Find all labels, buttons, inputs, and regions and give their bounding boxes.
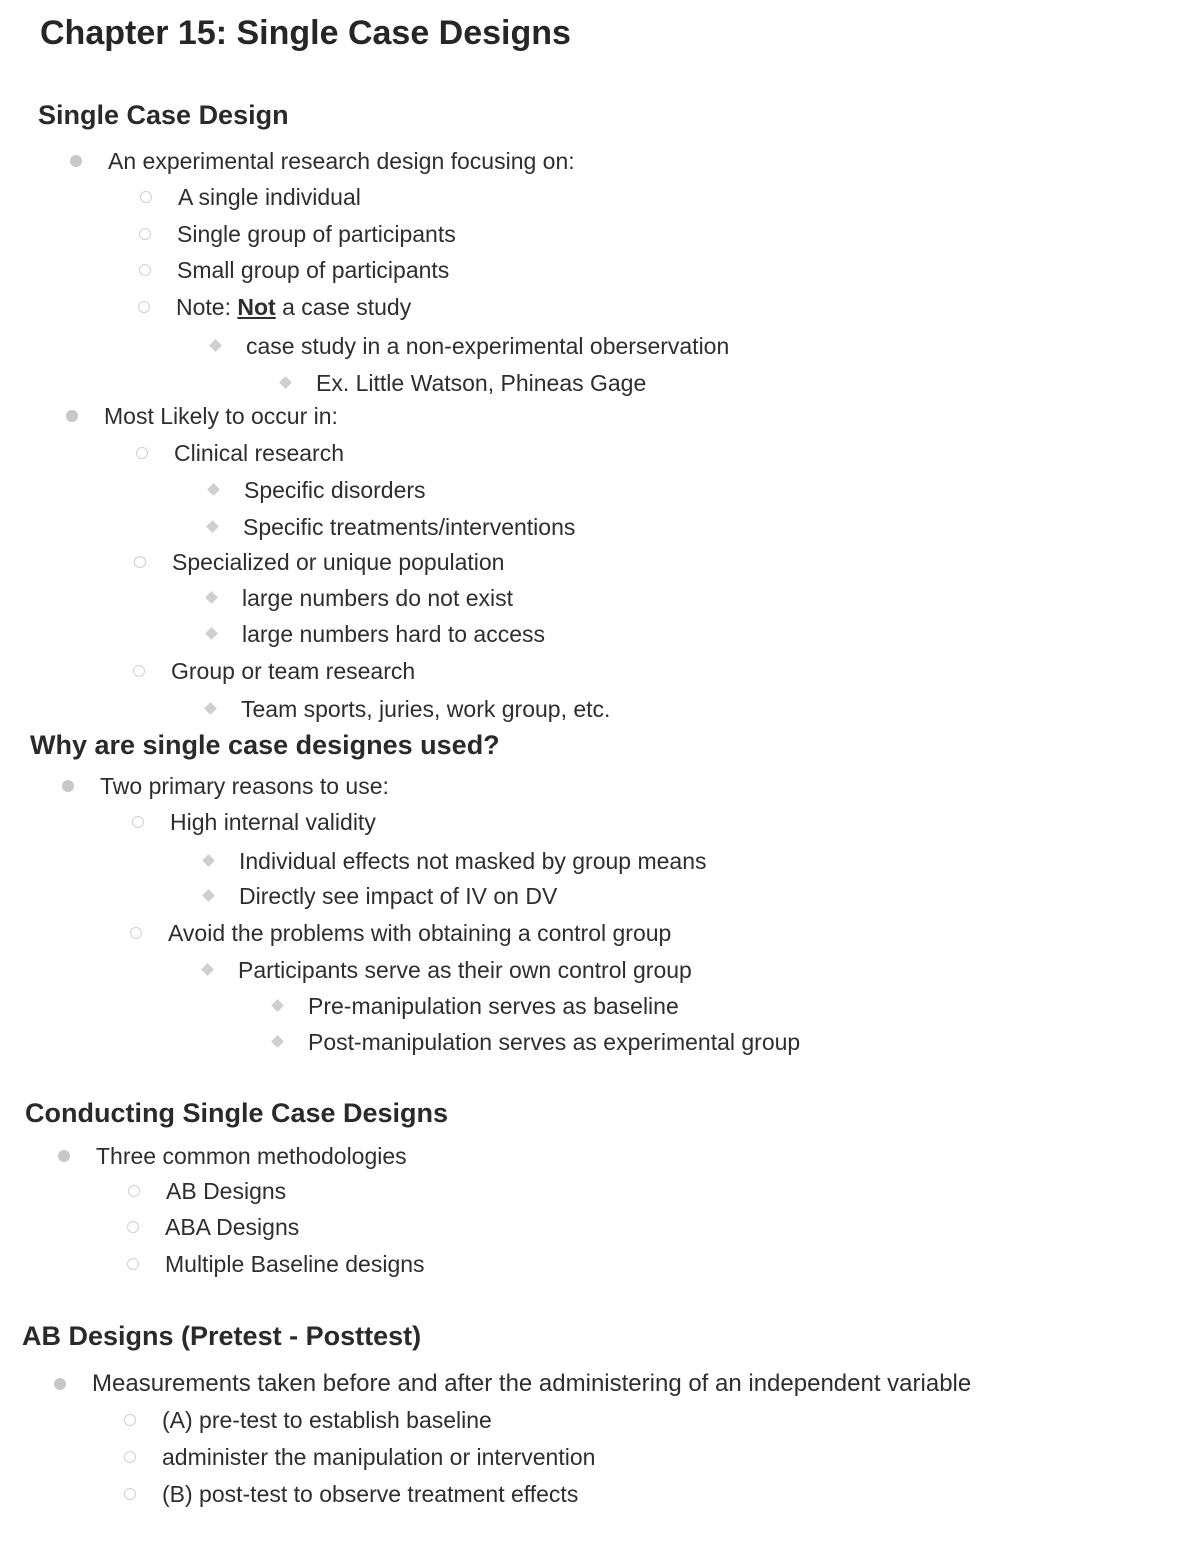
bullet-circle-icon <box>128 1185 140 1197</box>
bullet-circle-icon <box>124 1488 136 1500</box>
list-item <box>241 695 610 723</box>
list-item-text: (A) pre-test to establish baseline <box>162 1407 492 1433</box>
list-item-text: AB Designs <box>166 1178 287 1204</box>
bullet-circle-icon <box>124 1451 136 1463</box>
list-item <box>177 220 456 248</box>
bullet-circle-icon <box>136 447 148 459</box>
bullet-diamond-icon <box>205 591 218 604</box>
bullet-diamond-icon <box>271 999 284 1012</box>
bullet-disc-icon <box>70 155 82 167</box>
list-item-text: Multiple Baseline designs <box>165 1251 425 1277</box>
list-item-text: Three common methodologies <box>96 1143 407 1169</box>
list-item-text: ABA Designs <box>165 1214 300 1240</box>
heading-ab-designs: AB Designs (Pretest - Posttest) <box>22 1321 422 1351</box>
list-item-text: Group or team research <box>171 658 416 684</box>
bullet-diamond-icon <box>201 963 214 976</box>
bullet-disc-icon <box>66 410 78 422</box>
list-item <box>244 476 426 504</box>
list-item-text: Most Likely to occur in: <box>104 403 338 429</box>
list-item <box>174 439 344 467</box>
list-item-text: Measurements taken before and after the administering of an independent variable <box>92 1370 972 1397</box>
list-item <box>246 332 729 360</box>
bullet-circle-icon <box>124 1414 136 1426</box>
bullet-disc-icon <box>58 1150 70 1162</box>
list-item <box>165 1250 425 1278</box>
bullet-diamond-icon <box>204 702 217 715</box>
list-item-text: Team sports, juries, work group, etc. <box>241 696 611 722</box>
list-item-text: Small group of participants <box>177 257 450 283</box>
bullet-diamond-icon <box>207 483 220 496</box>
list-item <box>165 1213 299 1241</box>
bullet-circle-icon <box>139 228 151 240</box>
list-item-text: Avoid the problems with obtaining a control group <box>168 920 672 946</box>
bullet-circle-icon <box>138 301 150 313</box>
list-item-text: Specialized or unique population <box>172 549 505 575</box>
list-item-text: A single individual <box>178 184 361 210</box>
list-item-text: High internal validity <box>170 809 376 835</box>
list-item <box>242 620 545 648</box>
bullet-diamond-icon <box>202 889 215 902</box>
list-item <box>243 513 575 541</box>
list-item <box>308 992 679 1020</box>
list-item <box>308 1028 800 1056</box>
list-item <box>96 1142 407 1170</box>
list-item-text: Pre-manipulation serves as baseline <box>308 993 679 1019</box>
list-item-text: Specific treatments/interventions <box>243 514 576 540</box>
page-title: Chapter 15: Single Case Designs <box>40 14 571 52</box>
list-item <box>162 1443 595 1471</box>
bullet-diamond-icon <box>205 627 218 640</box>
list-item-text: Participants serve as their own control group <box>238 957 692 983</box>
list-item <box>108 147 575 175</box>
list-item-text: large numbers do not exist <box>242 585 514 611</box>
list-item-text: large numbers hard to access <box>242 621 545 647</box>
list-item <box>242 584 513 612</box>
bullet-circle-icon <box>133 665 145 677</box>
bullet-diamond-icon <box>279 376 292 389</box>
list-item <box>166 1177 286 1205</box>
list-item <box>238 956 692 984</box>
list-item-text: Single group of participants <box>177 221 456 247</box>
list-item-text: case study in a non-experimental oberservation <box>246 333 730 359</box>
bullet-disc-icon <box>62 780 74 792</box>
list-item <box>162 1480 578 1508</box>
list-item <box>104 402 338 430</box>
heading-why-used: Why are single case designes used? <box>30 730 500 760</box>
list-item <box>177 256 449 284</box>
list-item <box>162 1406 492 1434</box>
list-item <box>170 808 376 836</box>
bullet-circle-icon <box>132 816 144 828</box>
bullet-diamond-icon <box>209 339 222 352</box>
note-prefix: Note: <box>176 294 238 320</box>
list-item-text: Post-manipulation serves as experimental group <box>308 1029 801 1055</box>
bullet-diamond-icon <box>271 1035 284 1048</box>
list-item <box>178 183 361 211</box>
bullet-diamond-icon <box>206 520 219 533</box>
heading-single-case-design: Single Case Design <box>38 100 289 130</box>
list-item <box>239 847 707 875</box>
list-item <box>172 548 504 576</box>
list-item-text: administer the manipulation or intervention <box>162 1444 596 1470</box>
list-item-text: Clinical research <box>174 440 345 466</box>
bullet-circle-icon <box>130 927 142 939</box>
list-item <box>239 882 557 910</box>
note-suffix: a case study <box>275 294 412 320</box>
bullet-circle-icon <box>139 264 151 276</box>
list-item <box>171 657 415 685</box>
heading-conducting: Conducting Single Case Designs <box>25 1098 449 1128</box>
list-item-text: Specific disorders <box>244 477 426 503</box>
list-item-text: Two primary reasons to use: <box>100 773 389 799</box>
bullet-circle-icon <box>127 1258 139 1270</box>
list-item-text: An experimental research design focusing on: <box>108 148 575 174</box>
bullet-diamond-icon <box>202 854 215 867</box>
list-item <box>168 919 671 947</box>
bullet-circle-icon <box>140 191 152 203</box>
list-item-text: Directly see impact of IV on DV <box>239 883 558 909</box>
bullet-circle-icon <box>134 556 146 568</box>
list-item-text: Ex. Little Watson, Phineas Gage <box>316 370 647 396</box>
list-item <box>92 1370 971 1398</box>
list-item-text: Individual effects not masked by group means <box>239 848 707 874</box>
note-emphasis: Not <box>237 294 276 320</box>
bullet-circle-icon <box>127 1221 139 1233</box>
list-item <box>100 772 389 800</box>
bullet-disc-icon <box>54 1378 66 1390</box>
list-item <box>316 369 646 397</box>
list-item <box>176 293 411 321</box>
list-item-text: (B) post-test to observe treatment effects <box>162 1481 579 1507</box>
